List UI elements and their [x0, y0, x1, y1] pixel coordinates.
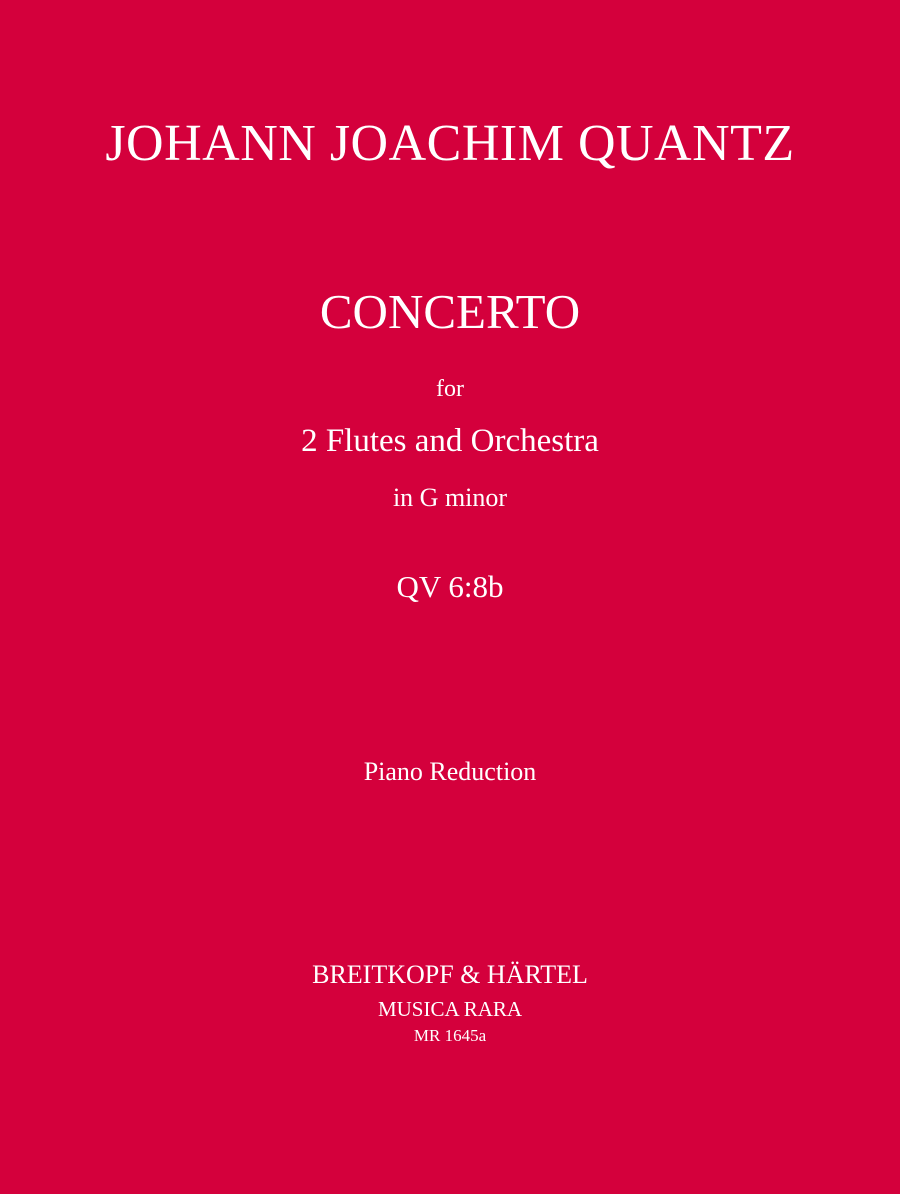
- composer-name: JOHANN JOACHIM QUANTZ: [105, 115, 795, 172]
- for-label: for: [436, 376, 464, 402]
- catalog-number: QV 6:8b: [396, 569, 504, 604]
- key-signature: in G minor: [392, 483, 508, 512]
- publisher-name: BREITKOPF & HÄRTEL: [312, 960, 588, 989]
- instrumentation: 2 Flutes and Orchestra: [301, 423, 599, 459]
- edition-number: MR 1645a: [413, 1026, 487, 1045]
- imprint-name: MUSICA RARA: [377, 997, 523, 1021]
- edition-type: Piano Reduction: [363, 757, 537, 786]
- work-title: CONCERTO: [319, 284, 581, 339]
